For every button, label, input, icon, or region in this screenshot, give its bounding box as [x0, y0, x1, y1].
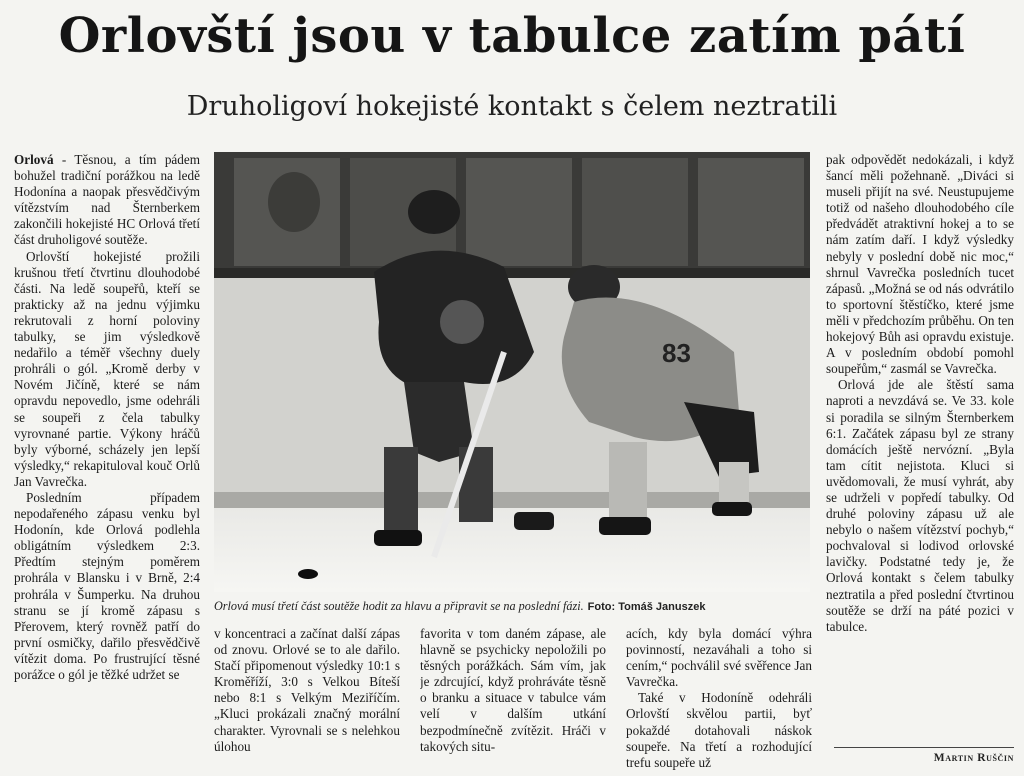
subheadline: Druholigoví hokejisté kontakt s čelem neztratili — [186, 91, 838, 122]
paragraph: pak odpovědět nedokázali, i když šancí měli požehnaně. „Diváci si museli přijít na své. Neustupujeme totiž od našeho dlouhodobého cíle předvádět atraktivní hokej a to se nám zatím daří. I když výsledky nebyly v poslední době nic moc,“ shrnul Vavrečka posledních tucet zápasů. „Možná se od nás odvrátilo to sportovní štěstíčko, které jsme měli v předchozím průběhu. On ten hokejový Bůh asi opravdu existuje. A v posledním období pomohl soupeřům,“ zasmál se Vavrečka. — [826, 152, 1014, 377]
byline-rule — [834, 747, 1014, 748]
paragraph: Posledním případem nepodařeného zápasu venku byl Hodonín, kde Orlová podlehla obligátním výsledkem 2:3. Předtím stejným poměrem prohrála v Blansku i v Brně, 2:4 prohrála v Šumperku. Na druhou stranu se jí kromě zápasu s Přerovem, který rovněž patří do první osmičky, dařilo přesvědčivě vítězit doma. Po frustrující těsné porážce o gól je těžké udržet se — [14, 489, 200, 682]
hockey-photo — [214, 152, 810, 592]
hockey-players-illustration — [214, 152, 810, 592]
photo-credit: Foto: Tomáš Januszek — [587, 601, 706, 613]
dateline: Orlová — [14, 152, 54, 167]
paragraph: Také v Hodoníně odehráli Orlovští skvělou partii, byť pokaždé dotahovali náskok soupeře. Na třetí a rozhodující trefu soupeře už — [626, 690, 812, 770]
article-column-3 — [420, 626, 606, 772]
article-column-2 — [214, 626, 400, 772]
article-column-5 — [826, 152, 1014, 746]
headline: Orlovští jsou v tabulce zatím pátí — [58, 8, 966, 64]
paragraph: v koncentraci a začínat další zápas od znovu. Orlové se to ale dařilo. Stačí připomenout výsledky 10:1 s Kroměříží, 3:0 s Velkou Bíteší nebo 8:1 s Velkým Meziříčím. „Kluci prokázali značný morální charakter. Vyrovnali se s nelehkou úlohou — [214, 626, 400, 754]
jersey-number: 83 — [662, 338, 691, 368]
caption-text: Orlová musí třetí část soutěže hodit za hlavu a připravit se na poslední fázi. — [214, 599, 584, 613]
article-column-4 — [626, 626, 812, 772]
paragraph: Orlovští hokejisté prožili krušnou třetí čtvrtinu dlouhodobé části. Na ledě soupeřů, kteří se prakticky až na jednu výjimku rekrutovali z horní poloviny tabulky, se jim výsledkově nedařilo a téměř všechny duely prohráli o gól. „Kromě derby v Novém Jičíně, které se nám opravdu nepovedlo, jsme odehráli se soupeři z čela tabulky vyrovnané partie. Výkony hráčů byly výborné, scházely jen lepší výsledky,“ rekapituloval kouč Orlů Jan Vavrečka. — [14, 248, 200, 489]
paragraph: Orlová jde ale štěstí sama naproti a nevzdává se. Ve 33. kole si poradila se silným Šternberkem 6:1. Začátek zápasu byl ze strany domácích ještě nervózní. „Byla tam cítit nejistota. Kluci si uvědomovali, že musí vyhrát, aby se udrželi v popředí tabulky. Od druhé poloviny zápasu už ale nebylo o našem vítězství pochyb,“ pochvaloval si lodivod orlovské lavičky. Podstatné tedy je, že Orlová kontakt s čelem tabulky neztratila a před poslední čtvrtinou soutěže se drží na páté pozici v tabulce. — [826, 377, 1014, 634]
paragraph: - Těsnou, a tím pádem bohužel tradiční porážkou na ledě Hodonína a naopak přesvědčivým vítězstvím nad Šternberkem zakončili hokejisté HC Orlová třetí část druholigové soutěže. — [14, 152, 200, 248]
article-column-1 — [14, 152, 200, 772]
photo-caption — [214, 598, 810, 615]
paragraph: favorita v tom daném zápase, ale hlavně se psychicky nepoložili po těsných porážkách. Sám vím, jak je zdrcující, když prohráváte těsně o branku a situace v tabulce vám velí v dalším utkání bezpodmínečně zvítězit. Hráči v takových situ- — [420, 626, 606, 754]
byline: Martin Ruščin — [933, 752, 1014, 764]
paragraph: acích, kdy byla domácí výhra povinností, nezaváhali a toho si cením,“ pochválil své svěřence Jan Vavrečka. — [626, 626, 812, 690]
